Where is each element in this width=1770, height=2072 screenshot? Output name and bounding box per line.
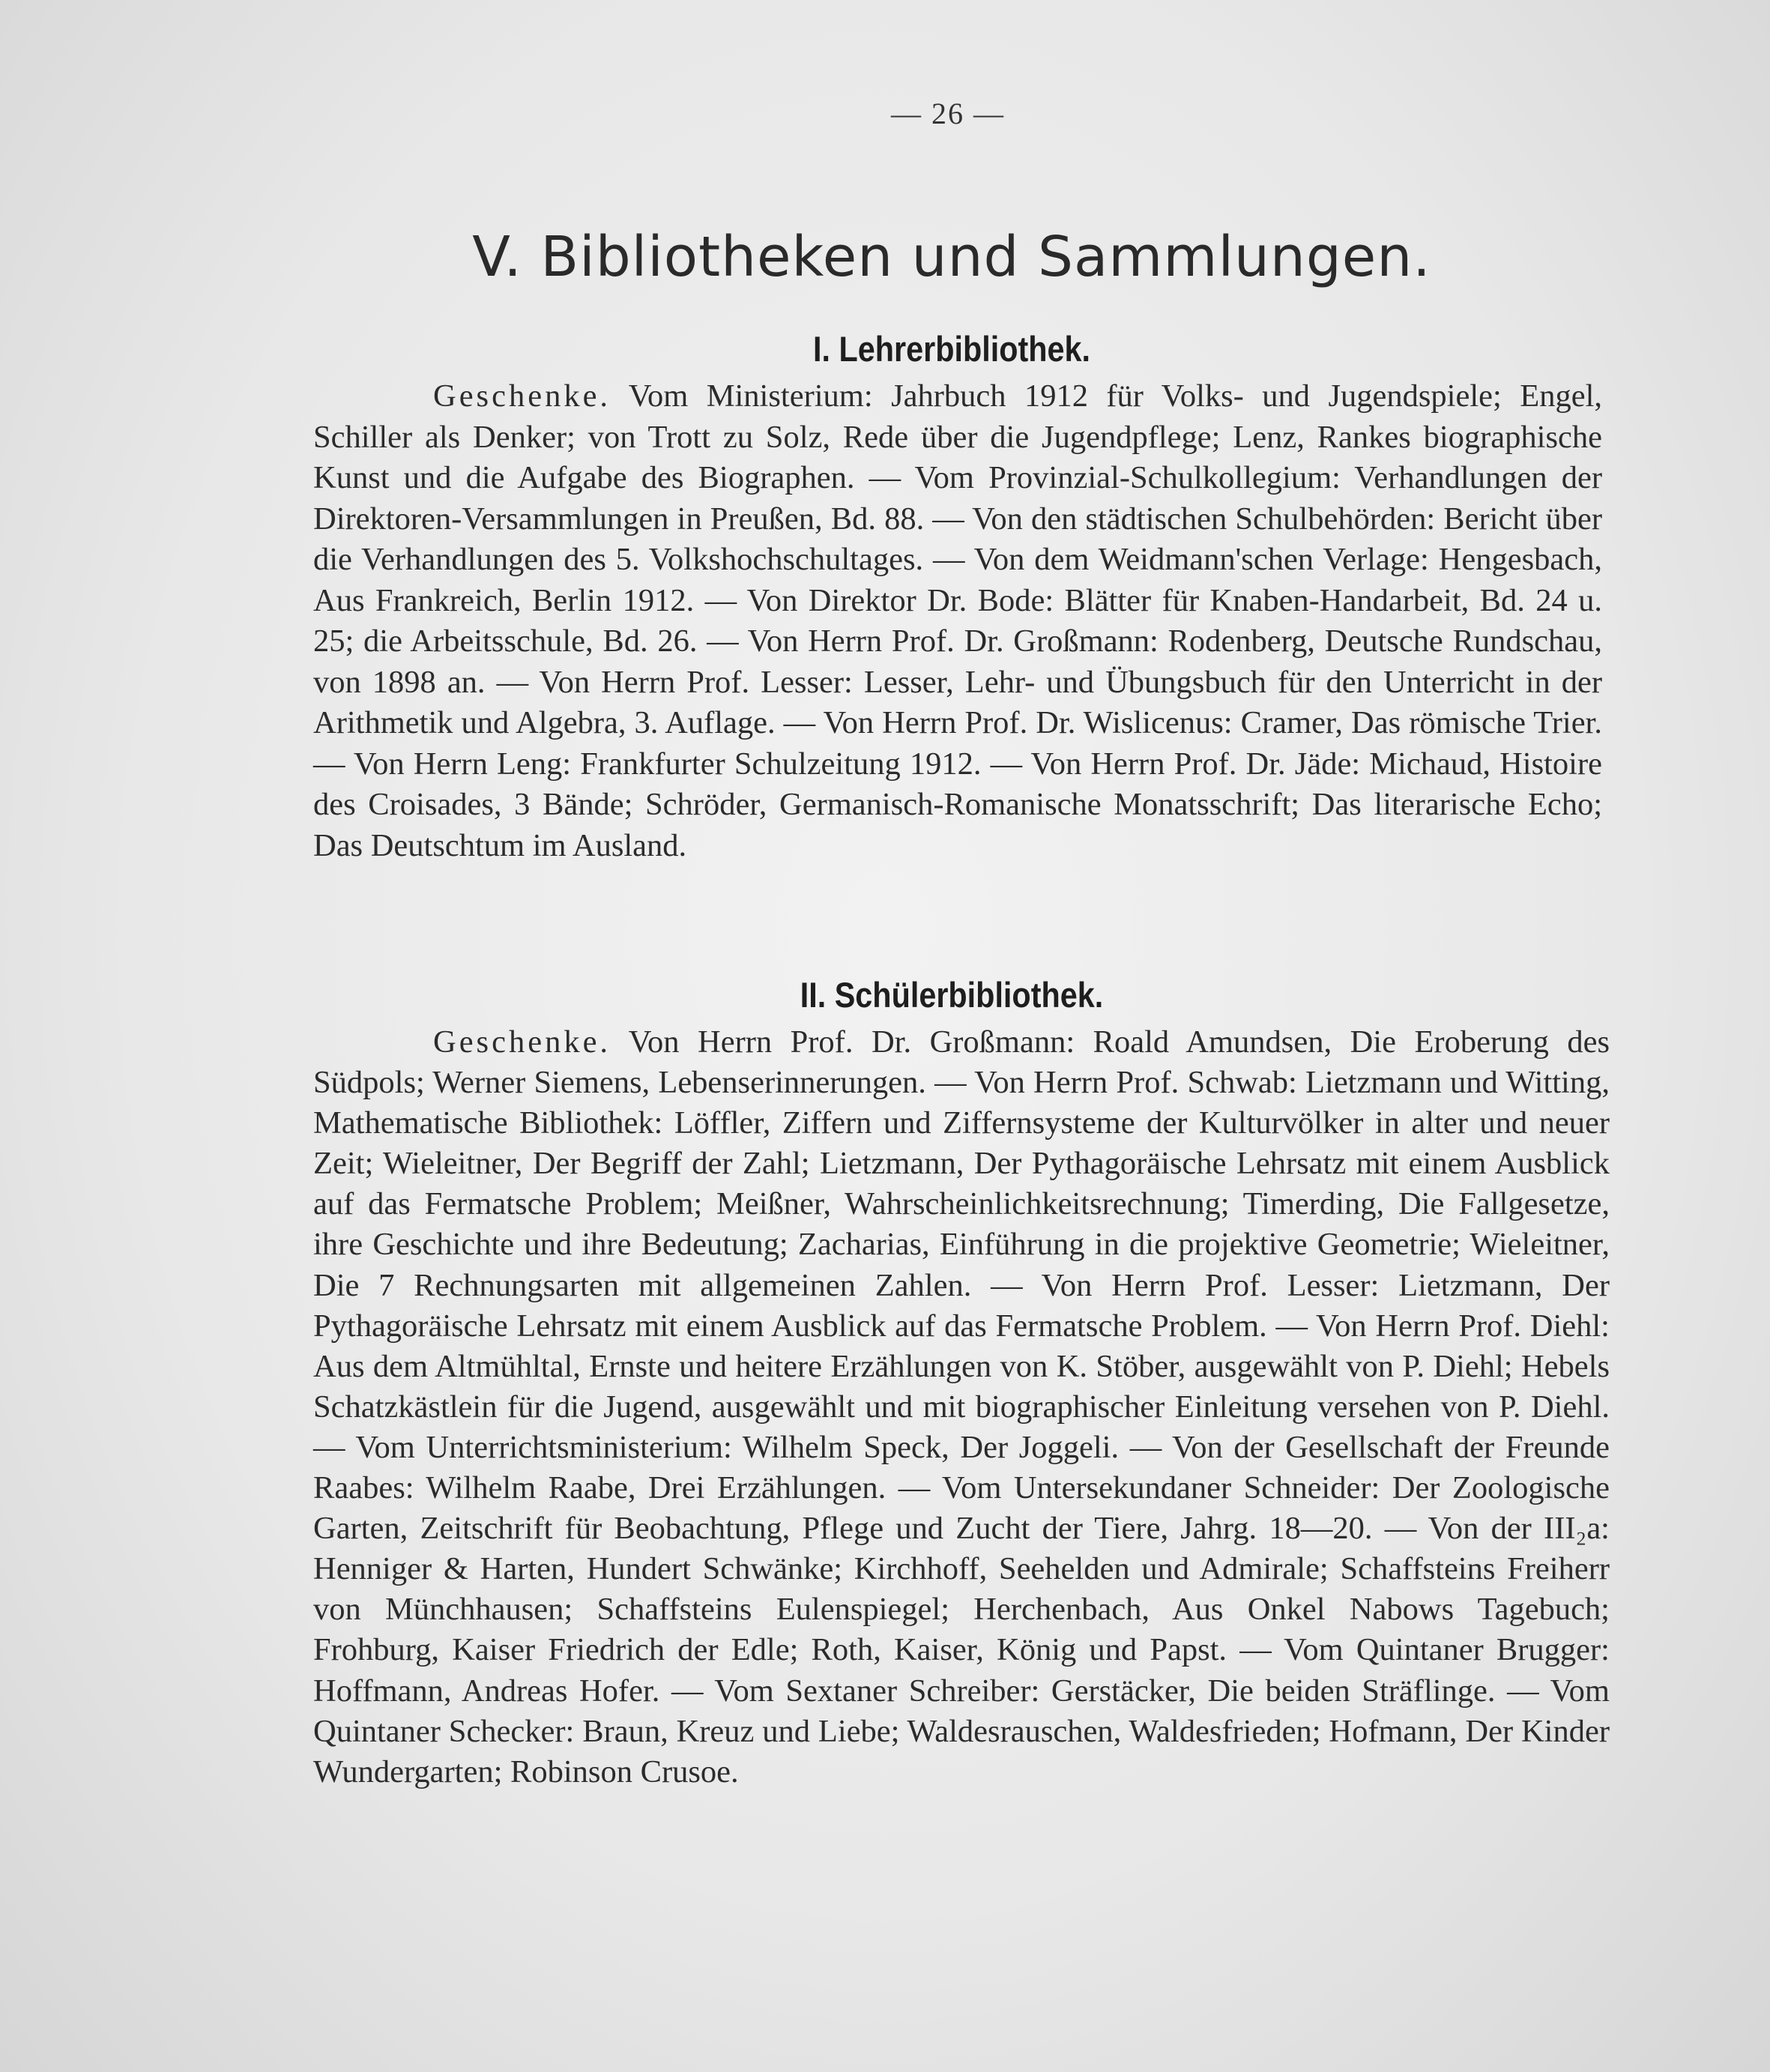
page-number: — 26 — [891, 97, 1005, 130]
lead-word: Geschenke. [433, 1024, 611, 1060]
section-title-schuelerbibliothek: II. Schülerbibliothek. [800, 975, 1104, 1015]
lead-word: Geschenke. [433, 378, 611, 414]
body-text: Vom Ministerium: Jahrbuch 1912 für Volks- und Jugendspiele; Engel, Schiller als Denker; von Trott zu Solz, Rede über die Jugendpflege; Lenz, Rankes biographische Kunst und die Aufgabe des Biographen. — Vom Provinzial-Schulkollegium: Verhandlungen der Direktoren-Versammlungen in Preußen, Bd. 88. — Von den städtischen Schulbehörden: Bericht über die Verhandlungen des 5. Volkshochschultages. — Von dem Weidmann'schen Verlage: Hengesbach, Aus Frankreich, Berlin 1912. — Von Direktor Dr. Bode: Blätter für Knaben-Handarbeit, Bd. 24 u. 25; die Arbeitsschule, Bd. 26. — Von Herrn Prof. Dr. Großmann: Rodenberg, Deutsche Rundschau, von 1898 an. — Von Herrn Prof. Lesser: Lesser, Lehr- und Übungsbuch für den Unterricht in der Arithmetik und Algebra, 3. Auflage. — Von Herrn Prof. Dr. Wislicenus: Cramer, Das römische Trier. — Von Herrn Leng: Frankfurter Schulzeitung 1912. — Von Herrn Prof. Dr. Jäde: Michaud, Histoire des Croisades, 3 Bände; Schröder, Germanisch-Romanische Monatsschrift; Das literarische Echo; Das Deutschtum im Ausland. [313, 378, 1603, 863]
section-title-lehrerbibliothek: I. Lehrerbibliothek. [812, 329, 1090, 369]
section-text-lehrerbibliothek [313, 376, 1602, 866]
section-text-schuelerbibliothek [313, 1022, 1610, 1792]
chapter-title: V. Bibliotheken und Sammlungen. [472, 225, 1431, 289]
body-text: Von Herrn Prof. Dr. Großmann: Roald Amundsen, Die Eroberung des Südpols; Werner Siemens, Lebenserinnerungen. — Von Herrn Prof. Schwab: Lietzmann und Witting, Mathematische Bibliothek: Löffler, Ziffern und Ziffernsysteme der Kulturvölker in alter und neuer Zeit; Wieleitner, Der Begriff der Zahl; Lietzmann, Der Pythagoräische Lehrsatz mit einem Ausblick auf das Fermatsche Problem; Meißner, Wahrscheinlichkeitsrechnung; Timerding, Die Fallgesetze, ihre Geschichte und ihre Bedeutung; Zacharias, Einführung in die projektive Geometrie; Wieleitner, Die 7 Rechnungsarten mit allgemeinen Zahlen. — Von Herrn Prof. Lesser: Lietzmann, Der Pythagoräische Lehrsatz mit einem Ausblick auf das Fermatsche Problem. — Von Herrn Prof. Diehl: Aus dem Altmühltal, Ernste und heitere Erzählungen von K. Stöber, ausgewählt von P. Diehl; Hebels Schatzkästlein für die Jugend, ausgewählt und mit biographischer Einleitung versehen von P. Diehl. — Vom Unterrichtsministerium: Wilhelm Speck, Der Joggeli. — Von der Gesellschaft der Freunde Raabes: Wilhelm Raabe, Drei Erzählungen. — Vom Untersekundaner Schneider: Der Zoologische Garten, Zeitschrift für Beobachtung, Pflege und Zucht der Tiere, Jahrg. 18—20. — Von der III₂a: Henniger & Harten, Hundert Schwänke; Kirchhoff, Seehelden und Admirale; Schaffsteins Freiherr von Münchhausen; Schaffsteins Eulenspiegel; Herchenbach, Aus Onkel Nabows Tagebuch; Frohburg, Kaiser Friedrich der Edle; Roth, Kaiser, König und Papst. — Vom Quintaner Brugger: Hoffmann, Andreas Hofer. — Vom Sextaner Schreiber: Gerstäcker, Die beiden Sträflinge. — Vom Quintaner Schecker: Braun, Kreuz und Liebe; Waldesrauschen, Waldesfrieden; Hofmann, Der Kinder Wundergarten; Robinson Crusoe. [313, 1024, 1610, 1789]
